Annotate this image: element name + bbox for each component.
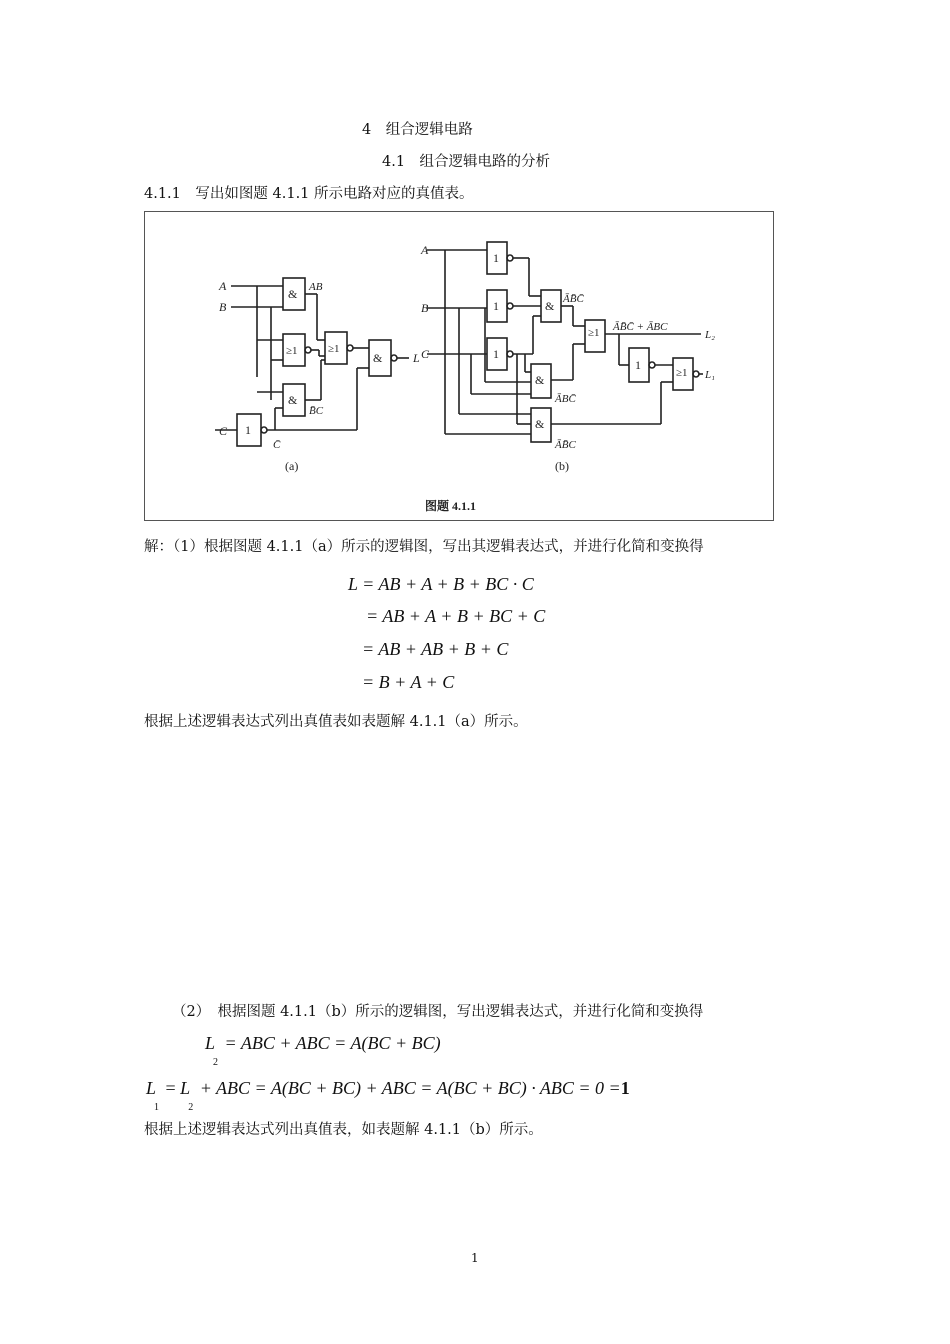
circuit-figure — [144, 211, 774, 521]
l2-symbol: L — [205, 1033, 216, 1053]
a-input-b: B — [219, 300, 227, 314]
a-input-a: A — [219, 279, 227, 293]
equation-a-line-2: = AB + A + B + BC + C — [366, 606, 546, 626]
a-output-l: L — [413, 351, 420, 365]
figure-caption: 图题 4.1.1 — [425, 499, 477, 513]
b-sum: ĀB̄C̄ + ĀBC — [613, 321, 668, 333]
equation-l2 — [205, 1033, 441, 1068]
a-and3-symbol: & — [373, 351, 383, 365]
equation-a-line-3: = AB + AB + B + C — [362, 639, 509, 659]
equation-l1 — [146, 1078, 630, 1113]
a-or2-symbol: ≥1 — [328, 343, 340, 355]
b-and3-symbol: & — [535, 417, 545, 431]
b-or2-symbol: ≥1 — [676, 367, 688, 379]
b-term3: ĀB̄C — [555, 439, 576, 451]
b-output-l2: L₂ — [705, 329, 715, 341]
b-term1: ĀB̄C̄ — [563, 293, 584, 305]
equation-a-line-4: = B + A + C — [362, 672, 455, 692]
l2-subscript: 2 — [213, 1057, 219, 1068]
l1-rhs: + ABC = A(BC + BC) + ABC = A(BC + BC) · ABC = 0 = — [199, 1078, 621, 1098]
a-term-cbar: C̄ — [273, 439, 281, 451]
a-term-ab: AB — [309, 281, 323, 293]
b-input-b: B — [421, 301, 429, 315]
chapter-title: 4 组合逻辑电路 — [362, 122, 473, 138]
l1-symbol: L — [146, 1078, 157, 1098]
section-title: 4.1 组合逻辑电路的分析 — [382, 154, 551, 170]
l1-mid-subscript: 2 — [188, 1102, 194, 1113]
b-and1-symbol: & — [545, 299, 555, 313]
b-input-c: C — [421, 347, 430, 361]
truth-table-b-text: 根据上述逻辑表达式列出真值表，如表题解 4.1.1（b）所示。 — [144, 1122, 543, 1138]
b-and2-symbol: & — [535, 373, 545, 387]
l2-rhs: = ABC + ABC = A(BC + BC) — [224, 1033, 441, 1053]
solution-intro: 解：（1）根据图题 4.1.1（a）所示的逻辑图，写出其逻辑表达式，并进行化简和变换得 — [144, 539, 704, 555]
truth-table-a-text: 根据上述逻辑表达式列出真值表如表题解 4.1.1（a）所示。 — [144, 714, 528, 730]
equation-a-line-1: L = AB + A + B + BC · C — [348, 574, 534, 594]
b-not1-symbol: 1 — [493, 251, 499, 265]
l1-result: 1 — [620, 1078, 630, 1098]
l1-subscript: 1 — [154, 1102, 160, 1113]
a-and1-symbol: & — [288, 287, 298, 301]
part2-intro: （2） 根据图题 4.1.1（b）所示的逻辑图，写出逻辑表达式，并进行化简和变换得 — [172, 1004, 704, 1020]
b-input-a: A — [421, 243, 429, 257]
b-not2-symbol: 1 — [493, 299, 499, 313]
page-number: 1 — [471, 1251, 479, 1265]
b-term2: ĀBC̄ — [555, 393, 576, 405]
b-not4-symbol: 1 — [635, 358, 641, 372]
label-a: (a) — [285, 459, 299, 473]
circuit-diagram — [145, 212, 773, 520]
b-not3-symbol: 1 — [493, 347, 499, 361]
a-term-bc: B̄C — [309, 405, 324, 417]
a-input-c: C — [219, 424, 228, 438]
a-and2-symbol: & — [288, 393, 298, 407]
l1-mid-symbol: L — [180, 1078, 191, 1098]
label-b: (b) — [555, 459, 569, 473]
a-or1-symbol: ≥1 — [286, 345, 298, 357]
problem-statement: 4.1.1 写出如图题 4.1.1 所示电路对应的真值表。 — [144, 186, 474, 202]
a-not-symbol: 1 — [245, 423, 251, 437]
l1-equals: = — [165, 1078, 176, 1098]
b-or1-symbol: ≥1 — [588, 327, 600, 339]
b-output-l1: L₁ — [705, 369, 715, 381]
